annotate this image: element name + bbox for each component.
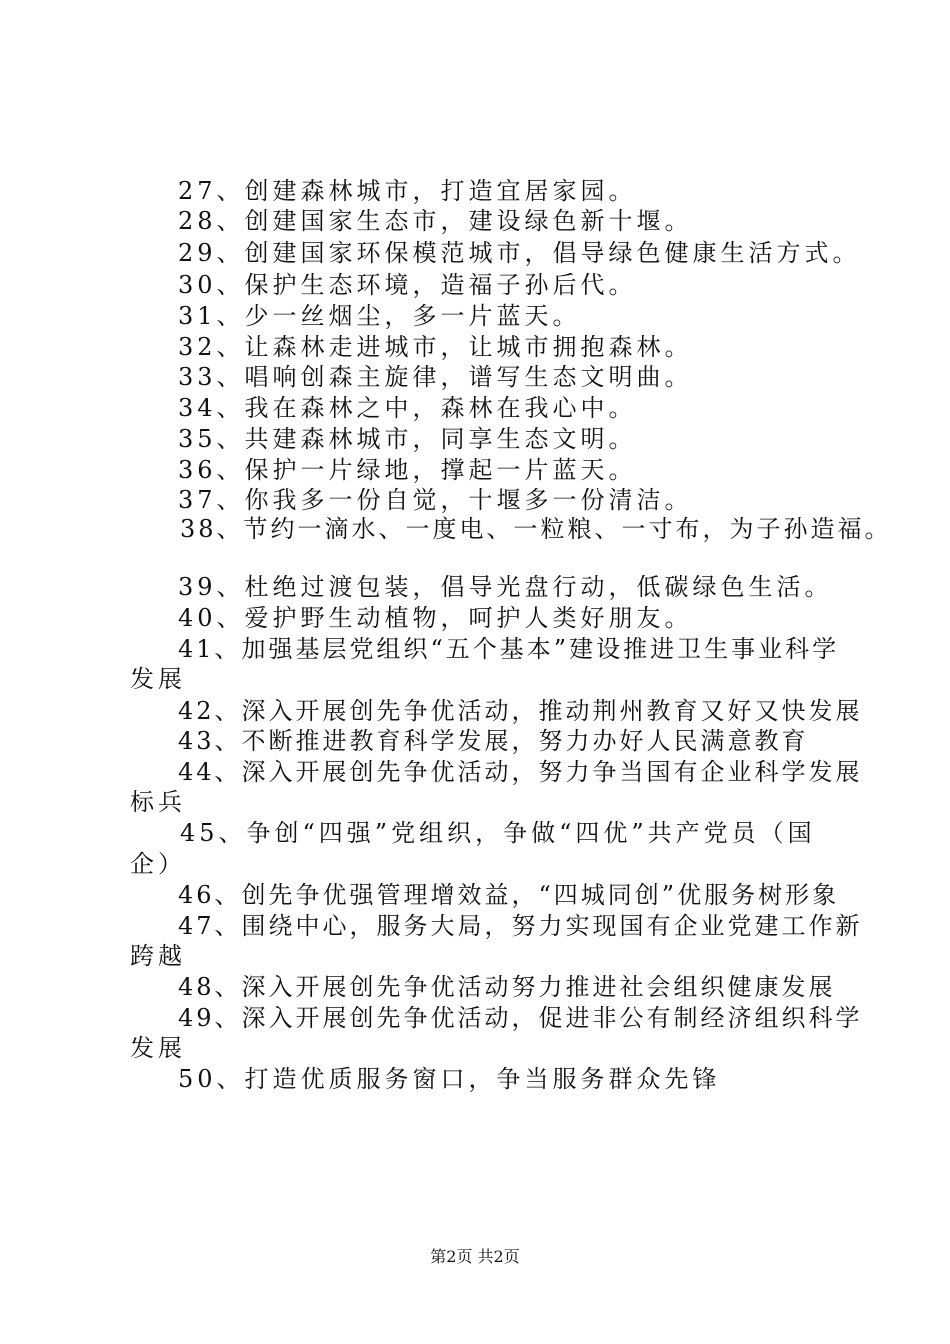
text-line: 45、争创“四强”党组织，争做“四优”共产党员（国 bbox=[180, 819, 816, 847]
text-line: 31、少一丝烟尘，多一片蓝天。 bbox=[178, 302, 581, 330]
text-line: 50、打造优质服务窗口，争当服务群众先锋 bbox=[178, 1065, 721, 1093]
text-line: 发展 bbox=[130, 1034, 186, 1062]
text-line: 46、创先争优强管理增效益，“四城同创”优服务树形象 bbox=[178, 881, 840, 909]
text-line: 33、唱响创森主旋律，谱写生态文明曲。 bbox=[178, 363, 693, 391]
text-line: 发展 bbox=[130, 665, 186, 693]
text-line: 30、保护生态环境，造福子孙后代。 bbox=[178, 271, 637, 299]
text-line: 标兵 bbox=[130, 788, 186, 816]
page-footer: 第2页 共2页 bbox=[430, 1247, 520, 1266]
text-line: 47、围绕中心，服务大局，努力实现国有企业党建工作新 bbox=[178, 912, 863, 940]
text-line: 41、加强基层党组织“五个基本”建设推进卫生事业科学 bbox=[178, 635, 840, 663]
text-line: 29、创建国家环保模范城市，倡导绿色健康生活方式。 bbox=[178, 239, 861, 267]
text-line: 38、节约一滴水、一度电、一粒粮、一寸布，为子孙造福。 bbox=[180, 515, 892, 543]
text-line: 39、杜绝过渡包装，倡导光盘行动，低碳绿色生活。 bbox=[178, 573, 833, 601]
text-line: 35、共建森林城市，同享生态文明。 bbox=[178, 425, 637, 453]
text-line: 跨越 bbox=[130, 942, 186, 970]
text-line: 37、你我多一份自觉，十堰多一份清洁。 bbox=[178, 486, 693, 514]
text-line: 40、爱护野生动植物，呵护人类好朋友。 bbox=[178, 604, 693, 632]
text-line: 44、深入开展创先争优活动，努力争当国有企业科学发展 bbox=[178, 758, 863, 786]
text-line: 36、保护一片绿地，撑起一片蓝天。 bbox=[178, 456, 637, 484]
text-line: 42、深入开展创先争优活动，推动荆州教育又好又快发展 bbox=[178, 697, 863, 725]
text-line: 32、让森林走进城市，让城市拥抱森林。 bbox=[178, 333, 693, 361]
text-line: 27、创建森林城市，打造宜居家园。 bbox=[178, 177, 637, 205]
text-line: 28、创建国家生态市，建设绿色新十堰。 bbox=[178, 207, 693, 235]
text-line: 48、深入开展创先争优活动努力推进社会组织健康发展 bbox=[178, 973, 836, 1001]
text-line: 43、不断推进教育科学发展，努力办好人民满意教育 bbox=[178, 727, 809, 755]
text-line: 企） bbox=[130, 850, 186, 878]
text-line: 34、我在森林之中，森林在我心中。 bbox=[178, 394, 637, 422]
text-line: 49、深入开展创先争优活动，促进非公有制经济组织科学 bbox=[178, 1004, 863, 1032]
